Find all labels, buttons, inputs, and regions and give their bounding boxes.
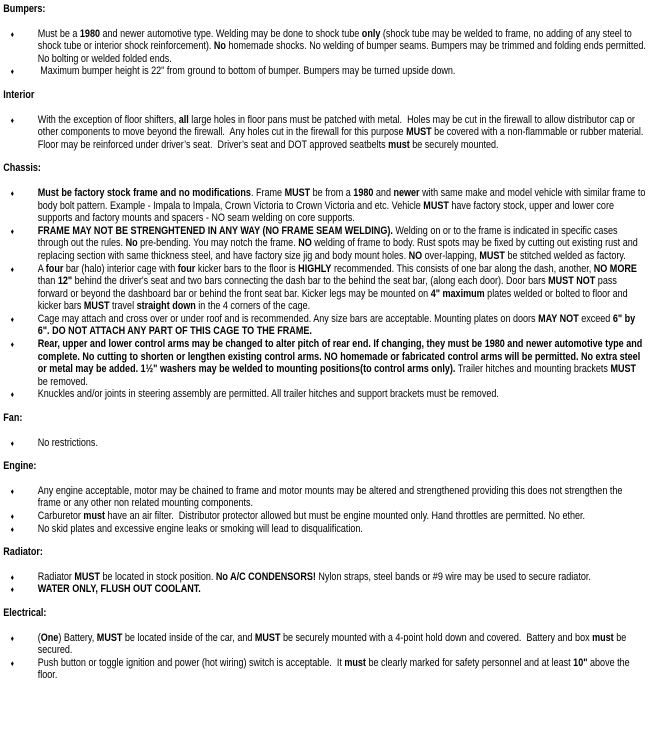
rule-text: Carburetor must have an air filter. Distributor protector allowed but must be engine mounted only. Hand throttles are permitted. No ether.	[37, 510, 586, 522]
bullet-diamond-icon: ♦	[10, 658, 15, 668]
rule-text: Knuckles and/or joints in steering assembly are permitted. All trailer hitches and support brackets must be removed.	[37, 388, 499, 401]
section-heading-bumpers: Bumpers:	[3, 3, 46, 15]
section-list-radiator	[3, 571, 647, 596]
rule-text: Push button or toggle ignition and power (hot wiring) switch is acceptable. It must be clearly marked for safety personnel and at least 10" above the floor.	[37, 656, 633, 682]
section-list-electrical	[3, 632, 647, 682]
rule-item	[3, 571, 647, 584]
section-list-bumpers	[3, 28, 647, 78]
rule-text: Radiator MUST be located in stock position. No A/C CONDENSORS! Nylon straps, steel bands or #9 wire may be used to secure radiator.	[37, 570, 591, 583]
rule-item	[3, 263, 647, 313]
bullet-diamond-icon: ♦	[10, 226, 15, 236]
rule-text: Any engine acceptable, motor may be chained to frame and motor mounts may be altered and strengthened providing this does not strengthen the frame or any other non related mounting components.	[37, 484, 625, 510]
rule-item	[3, 583, 647, 596]
rule-text: Must be factory stock frame and no modifications. Frame MUST be from a 1980 and newer with same make and model vehicle with similar frame to body bolt pattern. Example - Impala to Impala, Crown Victoria to Crown Victoria and etc. Vehicle MUST have factory stock, upper and lower core supports and factory mounts and spacers - NO seam welding on core supports.	[37, 186, 648, 225]
rule-text: (One) Battery, MUST be located inside of the car, and MUST be securely mounted with a 4-point hold down and covered. Battery and box must be secured.	[37, 631, 629, 657]
bullet-diamond-icon: ♦	[10, 67, 15, 77]
rule-item	[3, 28, 647, 66]
rule-item	[3, 114, 647, 152]
section-heading-radiator: Radiator:	[3, 546, 43, 559]
rule-text: Cage may attach and cross over or under roof and is recommended. Any size bars are acceptable. Mounting plates on doors MAY NOT exceed 6" by 6". DO NOT ATTACH ANY PART OF THIS CAGE TO THE FRAME.	[37, 312, 638, 338]
bullet-diamond-icon: ♦	[10, 512, 15, 521]
rule-item	[3, 313, 647, 338]
rule-text: Maximum bumper height is 22" from ground to bottom of bumper. Bumpers may be turned upside down.	[37, 65, 456, 78]
section-list-fan	[3, 437, 647, 450]
rule-text: Must be a 1980 and newer automotive type. Welding may be done to shock tube only (shock tube may be welded to frame, no adding of any steel to shock tube or interior shock reinforcement). No homemade shocks. No welding of bumper seams. Bumpers may be trimmed and folding ends permitted. No bolting or welded folded ends.	[37, 27, 649, 65]
bullet-diamond-icon: ♦	[10, 585, 15, 595]
section-heading-fan: Fan:	[3, 412, 23, 425]
bullet-diamond-icon: ♦	[10, 438, 15, 448]
bullet-diamond-icon: ♦	[10, 188, 15, 198]
rule-item	[3, 510, 647, 523]
rule-item	[3, 65, 647, 78]
bullet-diamond-icon: ♦	[10, 486, 15, 496]
rule-text: No skid plates and excessive engine leaks or smoking will lead to disqualification.	[37, 522, 363, 535]
rule-item	[3, 187, 647, 225]
bullet-diamond-icon: ♦	[10, 524, 15, 534]
rule-text: No restrictions.	[37, 436, 98, 449]
rule-item	[3, 338, 647, 388]
section-heading-chassis: Chassis:	[3, 162, 41, 175]
section-list-engine	[3, 485, 647, 535]
bullet-diamond-icon: ♦	[10, 390, 15, 400]
bullet-diamond-icon: ♦	[10, 340, 15, 350]
bullet-diamond-icon: ♦	[10, 115, 15, 125]
rule-text: Rear, upper and lower control arms may be changed to alter pitch of rear end. If changing, they must be 1980 and newer automotive type and complete. No cutting to shorten or lengthen existing control arms. NO homemade or fabricated control arms will be permitted. No extra steel or metal may be added. 1½" washers may be welded to mounting positions(to control arms only). Trailer hitches and mounting brackets MUST be removed.	[37, 338, 645, 388]
bullet-diamond-icon: ♦	[10, 29, 15, 39]
rule-text: With the exception of floor shifters, all large holes in floor pans must be patched with metal. Holes may be cut in the firewall to allow distributor cap or other components to move beyond the firewall. Any holes cut in the firewall for this purpose MUST be covered with a non-flammable or rubber material. Floor may be reinforced under driver’s seat. Driver’s seat and DOT approved seatbelts must be securely mounted.	[37, 113, 649, 151]
section-heading-interior: Interior	[3, 88, 35, 101]
rule-text: WATER ONLY, FLUSH OUT COOLANT.	[37, 583, 201, 596]
bullet-diamond-icon: ♦	[10, 264, 15, 274]
rule-item	[3, 485, 647, 510]
rule-item	[3, 523, 647, 536]
rule-item	[3, 657, 647, 682]
bullet-diamond-icon: ♦	[10, 572, 15, 582]
rule-item	[3, 388, 647, 401]
section-heading-engine: Engine:	[3, 460, 37, 473]
section-list-interior	[3, 114, 647, 152]
rule-text: FRAME MAY NOT BE STRENGHTENED IN ANY WAY (NO FRAME SEAM WELDING). Welding on or to the frame is indicated in specific cases through out the rules. No pre-bending. You may notch the frame. NO welding of frame to body. Rust spots may be fixed by cutting out existing rust and replacing section with same thickness steel, and have factory size jig and body mount holes. NO over-lapping, MUST be stitched welded as factory.	[37, 224, 641, 262]
section-list-chassis	[3, 187, 647, 401]
rule-item	[3, 437, 647, 450]
rule-item	[3, 632, 647, 657]
bullet-diamond-icon: ♦	[10, 314, 15, 324]
rule-text: A four bar (halo) interior cage with four kicker bars to the floor is HIGHLY recommended. This consists of one bar along the dash, another, NO MORE than 12" behind the driver's seat and two bars connecting the dash bar to the behind the seat bar, (along each door). Door bars MUST NOT pass forward or beyond the dashboard bar or behind the front seat bar. Kicker legs may be mounted on 4" maximum plates welded or bolted to floor and kicker bars MUST travel straight down in the 4 corners of the cage.	[37, 262, 640, 313]
section-heading-electrical: Electrical:	[3, 606, 47, 619]
bullet-diamond-icon: ♦	[10, 633, 15, 643]
rule-item	[3, 225, 647, 263]
